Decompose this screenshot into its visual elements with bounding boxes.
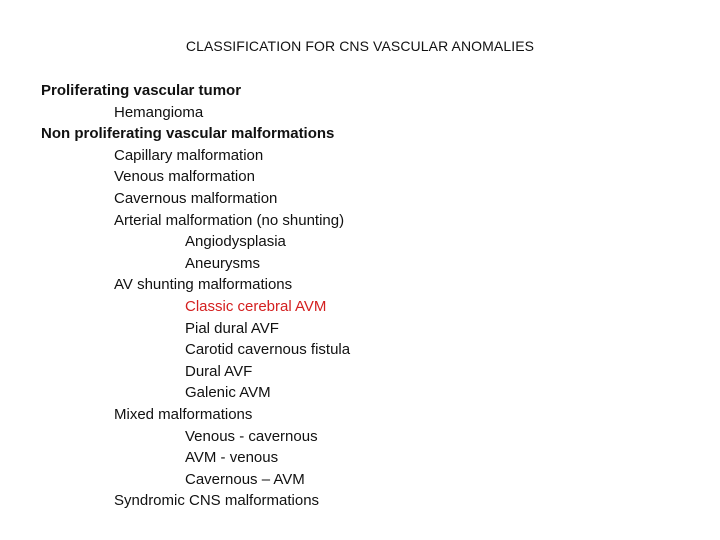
sub-list-item: Pial dural AVF bbox=[185, 319, 279, 337]
list-item: Mixed malformations bbox=[114, 405, 253, 423]
category-heading: Non proliferating vascular malformations bbox=[41, 125, 335, 143]
sub-list-item: Carotid cavernous fistula bbox=[185, 341, 351, 359]
list-item: Capillary malformation bbox=[114, 146, 264, 164]
sub-list-item: AVM - venous bbox=[185, 449, 279, 467]
classification-list bbox=[0, 80, 350, 512]
sub-list-item: Venous - cavernous bbox=[185, 427, 318, 445]
sub-list-item: Galenic AVM bbox=[185, 384, 271, 402]
list-item: Syndromic CNS malformations bbox=[114, 492, 320, 510]
category-heading: Proliferating vascular tumor bbox=[41, 82, 242, 99]
page-title: CLASSIFICATION FOR CNS VASCULAR ANOMALIES bbox=[185, 38, 535, 54]
sub-list-item: Dural AVF bbox=[185, 362, 253, 380]
sub-list-item: Angiodysplasia bbox=[185, 233, 286, 251]
list-item: Cavernous malformation bbox=[114, 189, 278, 207]
sub-list-item: Cavernous – AVM bbox=[185, 470, 305, 488]
list-item: Venous malformation bbox=[114, 168, 255, 186]
list-item: Hemangioma bbox=[114, 103, 204, 121]
highlighted-sub-list-item: Classic cerebral AVM bbox=[185, 297, 327, 315]
list-item: Arterial malformation (no shunting) bbox=[114, 211, 345, 229]
sub-list-item: Aneurysms bbox=[185, 254, 261, 272]
list-item: AV shunting malformations bbox=[114, 276, 293, 294]
